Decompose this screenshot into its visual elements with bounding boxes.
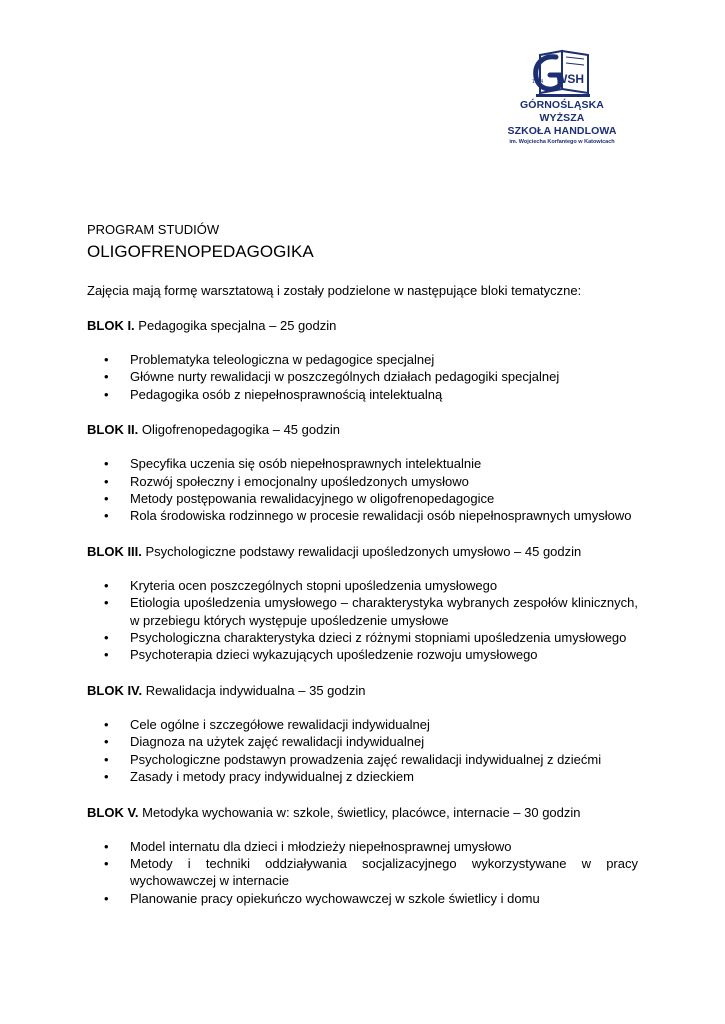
block-2 [87,421,638,525]
list-item: • Metody postępowania rewalidacyjnego w oligofrenopedagogice [104,491,495,507]
block-title: Pedagogika specjalna – 25 godzin [138,318,337,333]
block-title: Rewalidacja indywidualna – 35 godzin [145,682,366,698]
bullet-icon: • [104,508,109,524]
block-items [87,577,638,664]
block-5 [87,804,638,908]
bullet-icon: • [104,890,109,906]
block-heading [87,543,638,560]
bullet-icon: • [104,456,109,472]
logo-line-1: GÓRNOŚLĄSKA WYŻSZA [520,99,604,124]
block-label: BLOK III. [87,543,142,559]
block-title: Metodyka wychowania w: szkole, świetlicy, placówce, internacie – 30 godzin [142,804,581,820]
list-item: • Planowanie pracy opiekuńczo wychowawczej w szkole świetlicy i domu [104,890,540,906]
bullet-icon: • [104,473,109,489]
bullet-icon: • [104,352,109,367]
block-3 [87,543,638,664]
bullet-icon: • [104,647,109,663]
school-logo [502,47,622,146]
document-subtitle: PROGRAM STUDIÓW [87,222,220,237]
bullet-icon: • [104,630,109,646]
list-item: • Psychologiczne podstawyn prowadzenia zajęć rewalidacji indywidualnej z dziećmi [104,751,602,767]
block-heading [87,804,638,821]
list-item: • Problematyka teleologiczna w pedagogice specjalnej [104,352,435,367]
list-item: • Główne nurty rewalidacji w poszczególnych działach pedagogiki specjalnej [104,369,560,385]
bullet-icon: • [104,577,109,593]
list-item: • Rozwój społeczny i emocjonalny upośledzonych umysłowo [104,473,469,489]
logo-emblem-icon [526,47,598,99]
block-label: BLOK V. [87,804,139,820]
list-item: • Cele ogólne i szczegółowe rewalidacji indywidualnej [104,716,430,732]
list-item: • Model internatu dla dzieci i młodzieży niepełnosprawnej umysłowo [104,838,512,854]
block-heading [87,317,638,334]
list-item: • Etiologia upośledzenia umysłowego – charakterystyka wybranych zespołów klinicznych, w przebiegu których występuje upośledzenie umysłowe [104,595,638,628]
block-label: BLOK II. [87,422,139,438]
bullet-icon: • [104,491,109,507]
bullet-icon: • [104,751,109,767]
block-4 [87,682,638,786]
bullet-icon: • [104,838,109,854]
list-item: • Zasady i metody pracy indywidualnej z dzieckiem [104,769,414,785]
block-items [87,455,638,525]
list-item: • Psychoterapia dzieci wykazujących upośledzenie rozwoju umysłowego [104,647,538,663]
block-items [87,716,638,786]
block-items [87,838,638,908]
bullet-icon: • [104,386,109,402]
block-1 [87,317,638,403]
document-title: OLIGOFRENOPEDAGOGIKA [87,242,314,261]
block-label: BLOK I. [87,318,135,333]
bullet-icon: • [104,716,109,732]
list-item: • Specyfika uczenia się osób niepełnosprawnych intelektualnie [104,456,482,472]
logo-line-2: SZKOŁA HANDLOWA [507,125,617,137]
list-item: • Kryteria ocen poszczególnych stopni upośledzenia umysłowego [104,577,498,593]
bullet-icon: • [104,769,109,785]
list-item: • Psychologiczna charakterystyka dzieci z różnymi stopniami upośledzenia umysłowego [104,630,627,646]
list-item: • Metody i techniki oddziaływania socjalizacyjnego wykorzystywane w pracy wychowawczej w internacie [104,855,638,889]
list-item: • Pedagogika osób z niepełnosprawnością intelektualną [104,386,443,402]
block-heading [87,682,638,699]
bullet-icon: • [104,595,109,611]
block-heading [87,421,638,438]
intro-paragraph: Zajęcia mają formę warsztatową i zostały podzielone w następujące bloki tematyczne: [87,283,582,298]
logo-line-3: im. Wojciecha Korfantego w Katowicach [509,139,615,145]
bullet-icon: • [104,855,109,871]
bullet-icon: • [104,734,109,750]
block-items [87,351,638,403]
svg-text:WSH: WSH [556,72,584,86]
block-title: Oligofrenopedagogika – 45 godzin [141,422,340,438]
bullet-icon: • [104,369,109,385]
block-label: BLOK IV. [87,682,143,698]
list-item: • Diagnoza na użytek zajęć rewalidacji indywidualnej [104,734,425,750]
document-body [87,221,638,907]
block-title: Psychologiczne podstawy rewalidacji upośledzonych umysłowo – 45 godzin [145,543,582,559]
svg-text:1994: 1994 [532,79,544,85]
list-item: • Rola środowiska rodzinnego w procesie rewalidacji osób niepełnosprawnych umysłowo [104,508,632,524]
